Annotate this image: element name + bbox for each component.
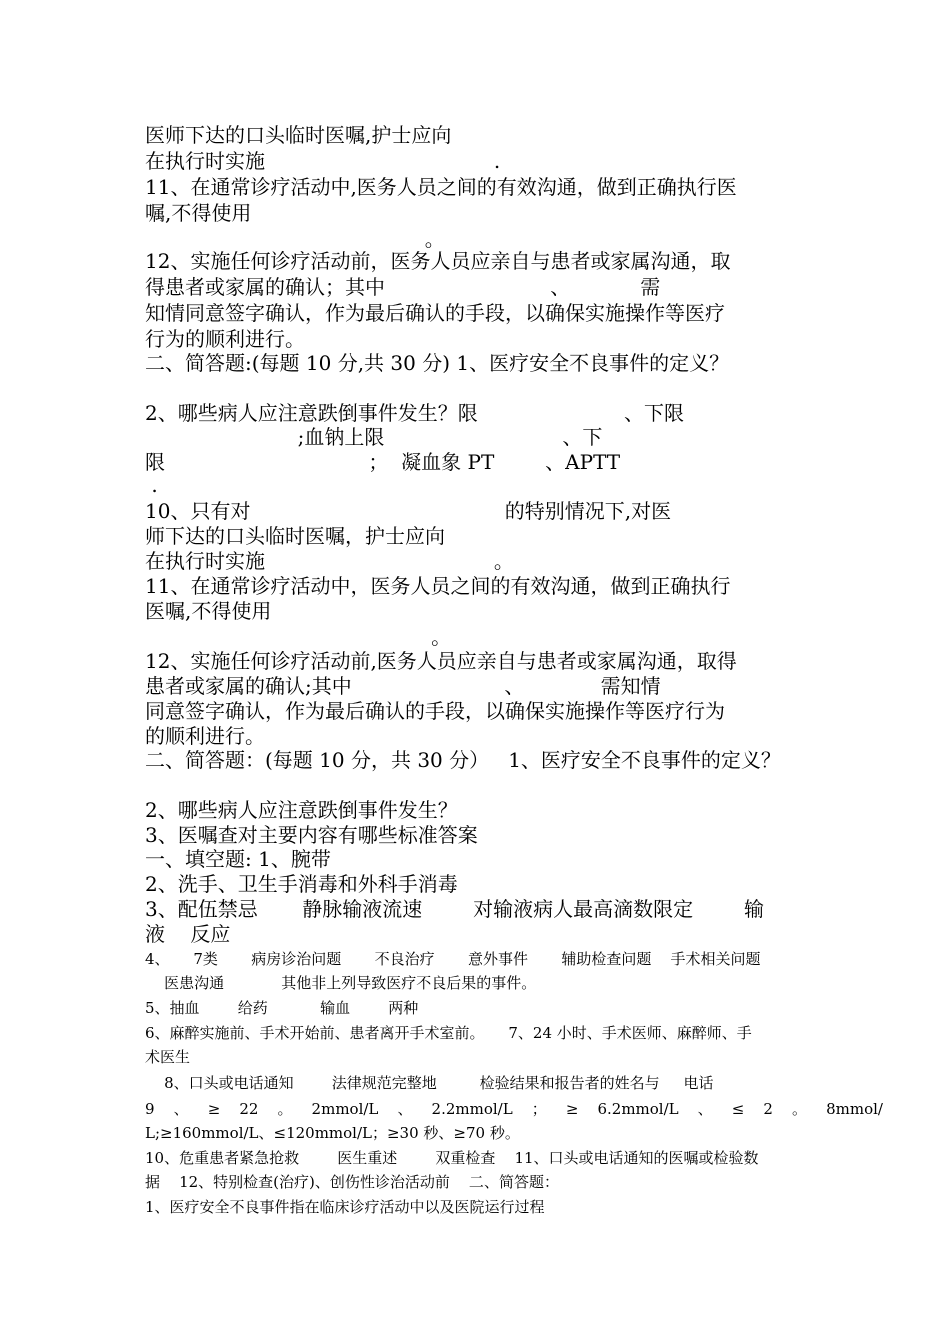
text-line: 医嘱,不得使用 (145, 599, 272, 623)
text-line: 二、简答题：(每题 10 分，共 30 分） 1、医疗安全不良事件的定义？ (145, 748, 781, 772)
text-line: 2、哪些病人应注意跌倒事件发生？限 、下限 (145, 401, 684, 425)
answer-line: 9 、 ≥ 22 。 2mmol/L 、 2.2mmol/L ； ≥ 6.2mmol/L 、 ≤ 2 。 8mmol/ (145, 1100, 883, 1118)
answer-line: 10、危重患者紧急抢救 医生重述 双重检查 11、口头或电话通知的医嘱或检验数 (145, 1149, 759, 1167)
text-line: 11、在通常诊疗活动中，医务人员之间的有效沟通，做到正确执行 (145, 574, 731, 598)
text-line: 限 ； 凝血象 PT 、APTT (145, 450, 621, 474)
text-line: 同意签字确认，作为最后确认的手段，以确保实施操作等医疗行为 (145, 699, 725, 723)
answer-line: 4、 7类 病房诊治问题 不良治疗 意外事件 辅助检查问题 手术相关问题 (145, 950, 761, 968)
text-line: 的顺利进行。 (145, 724, 265, 748)
answer-line: 8、口头或电话通知 法律规范完整地 检验结果和报告者的姓名与 电话 (145, 1074, 714, 1092)
text-line: 。 (145, 625, 452, 649)
text-line: 嘱,不得使用 (145, 201, 252, 225)
text-line: 行为的顺利进行。 (145, 327, 305, 351)
text-line: 一、填空题: 1、腕带 (145, 847, 331, 871)
text-line: 在执行时实施 。 (145, 549, 514, 573)
text-line: 2、哪些病人应注意跌倒事件发生？ (145, 798, 458, 822)
text-line: 12、实施任何诊疗活动前,医务人员应亲自与患者或家属沟通，取得 (145, 649, 737, 673)
answer-line: 6、麻醉实施前、手术开始前、患者离开手术室前。 7、24 小时、手术医师、麻醉师、手 (145, 1024, 752, 1042)
text-line: 3、医嘱查对主要内容有哪些标准答案 (145, 823, 478, 847)
text-line: 师下达的口头临时医嘱，护士应向 (145, 524, 445, 548)
answer-line: 据 12、特别检查(治疗)、创伤性诊治活动前 二、简答题： (145, 1173, 559, 1191)
text-line: 在执行时实施 . (145, 149, 501, 173)
answer-line: 1、医疗安全不良事件指在临床诊疗活动中以及医院运行过程 (145, 1198, 545, 1216)
text-line: ;血钠上限 、下 (145, 425, 603, 449)
text-line: 12、实施任何诊疗活动前，医务人员应亲自与患者或家属沟通，取 (145, 249, 731, 273)
answer-line: 医患沟通 其他非上列导致医疗不良后果的事件。 (145, 974, 537, 992)
text-line: 知情同意签字确认，作为最后确认的手段，以确保实施操作等医疗 (145, 301, 725, 325)
text-line: 11、在通常诊疗活动中,医务人员之间的有效沟通，做到正确执行医 (145, 175, 737, 199)
text-line: 2、洗手、卫生手消毒和外科手消毒 (145, 872, 458, 896)
answer-line: 5、抽血 给药 输血 两种 (145, 999, 419, 1017)
text-line: 10、只有对 的特别情况下,对医 (145, 499, 672, 523)
text-line: 液 反应 (145, 922, 231, 946)
text-line: 二、简答题:(每题 10 分,共 30 分) 1、医疗安全不良事件的定义？ (145, 351, 730, 375)
text-line: 患者或家属的确认;其中 、 需知情 (145, 674, 661, 698)
text-line: 3、配伍禁忌 静脉输液流速 对输液病人最高滴数限定 输 (145, 897, 764, 921)
text-line: . (145, 473, 158, 497)
text-line: 。 (145, 227, 445, 251)
answer-line: L;≥160mmol/L、≤120mmol/L；≥30 秒、≥70 秒。 (145, 1124, 520, 1142)
text-line: 医师下达的口头临时医嘱,护士应向 (145, 123, 452, 147)
answer-line: 术医生 (145, 1048, 191, 1066)
text-line: 得患者或家属的确认；其中 、 需 (145, 275, 661, 299)
